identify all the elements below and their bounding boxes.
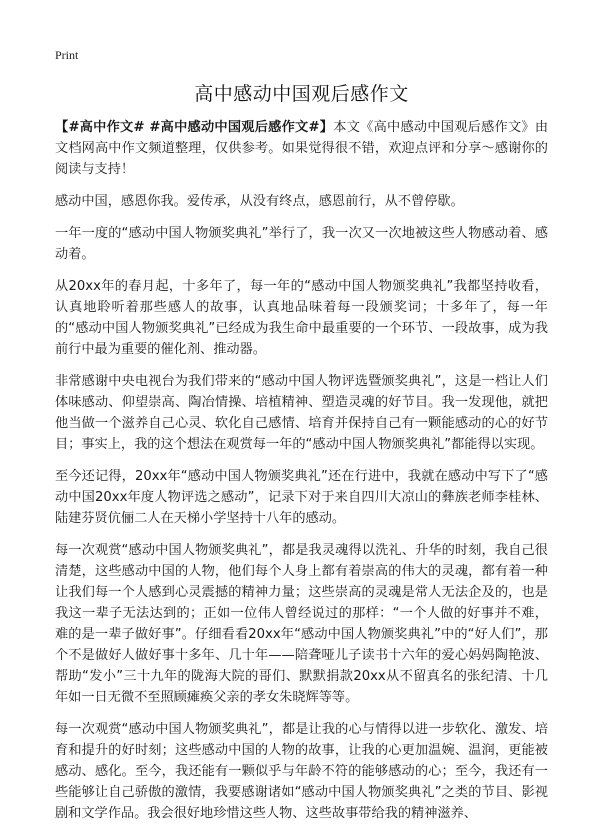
body-paragraph: 非常感谢中央电视台为我们带来的“感动中国人物评选暨颁奖典礼”，这是一档让人们体味感动、仰望崇高、陶冶情操、培植精神、塑造灵魂的好节目。我一发现他，就把他当做一个滋养自己心灵、软化自己感情、培育并保持自己有一颗能感动的心的好节目；事实上，我的这个想法在观赏每一年的“感动中国人物颁奖典礼”都能得以实现。	[55, 374, 548, 452]
intro-paragraph	[55, 117, 548, 180]
body-paragraph: 感动中国，感恩你我。爱传承，从没有终点，感恩前行，从不曾停歇。	[55, 194, 464, 209]
article-body	[55, 117, 548, 828]
body-paragraph: 每一次观赏“感动中国人物颁奖典礼”，都是让我的心与情得以进一步软化、激发、培育和提升的好时刻；这些感动中国的人物的故事，让我的心更加温婉、温润，更能被感动、感化。至今，我还能有一颗似乎与年龄不符的能够感动的心；至今，我还有一些能够让自己骄傲的激情，我要感谢诸如“感动中国人物颁奖典礼”之类的节目、影视剧和文学作品。我会很好地珍惜这些人物、这些故事带给我的精神滋养、	[55, 722, 548, 821]
body-paragraph: 一年一度的“感动中国人物颁奖典礼”举行了，我一次又一次地被这些人物感动着、感动着。	[55, 226, 548, 262]
article-title: 高中感动中国观后感作文	[194, 83, 409, 105]
intro-tag: 【#高中作文# #高中感动中国观后感作文#】	[55, 120, 334, 135]
body-paragraph: 每一次观赏“感动中国人物颁奖典礼”，都是我灵魂得以洗礼、升华的时刻，我自己很清楚，这些感动中国的人物，他们每个人身上都有着崇高的伟大的灵魂，都有着一种让我们每一个人感到心灵震撼的精神力量；这些崇高的灵魂是常人无法企及的，也是我这一辈子无法达到的；正如一位伟人曾经说过的那样：“一个人做的好事并不难，难的是一辈子做好事”。仔细看看20xx年“感动中国人物颁奖典礼”中的“好人们”，那个不是做好人做好事十多年、几十年——陪聋哑儿子读书十六年的爱心妈妈陶艳波、帮助“发小”三十九年的陇海大院的哥们、默默捐款20xx从不留真名的张纪清、十几年如一日无微不至照顾瘫痪父亲的孝女朱晓辉等等。	[55, 543, 548, 705]
intro-text: 本文《高中感动中国观后感作文》由文档网高中作文频道整理，仅供参考。如果觉得很不错，欢迎点评和分享～感谢你的阅读与支持！	[55, 120, 549, 177]
print-link[interactable]: Print	[55, 48, 79, 62]
body-paragraph: 从20xx年的春月起，十多年了，每一年的“感动中国人物颁奖典礼”我都坚持收看，认真地聆听着那些感人的故事，认真地品味着每一段颁奖词；十多年了，每一年的“感动中国人物颁奖典礼”已经成为我生命中最重要的一个环节、一段故事，成为我前行中最为重要的催化剂、推动器。	[55, 279, 548, 357]
body-paragraph: 至今还记得，20xx年“感动中国人物颁奖典礼”还在行进中，我就在感动中写下了“感动中国20xx年度人物评选之感动”，记录下对于来自四川大凉山的彝族老师李桂林、陆建芬贤伉俪二人在天梯小学坚持十八年的感动。	[55, 469, 548, 526]
